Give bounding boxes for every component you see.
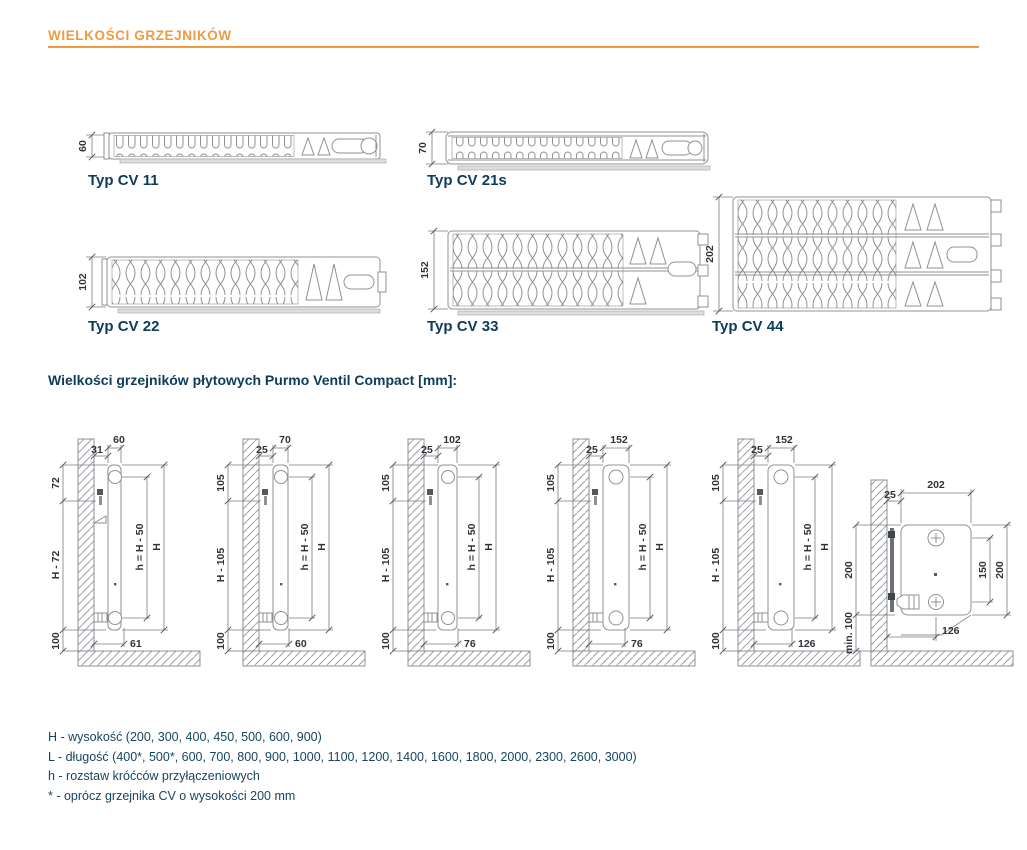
dim-upper: 105 bbox=[710, 474, 722, 492]
vent-plug bbox=[275, 471, 288, 484]
legend-line-h: h - rozstaw króćców przyłączeniowych bbox=[48, 769, 260, 783]
wall bbox=[573, 439, 589, 651]
floor bbox=[573, 651, 695, 666]
radiator-body bbox=[603, 465, 629, 630]
plan-shadow bbox=[458, 311, 704, 315]
dim-lower: 100 bbox=[50, 632, 62, 650]
radiator-body bbox=[108, 465, 121, 630]
wall bbox=[408, 439, 424, 651]
plan-shadow bbox=[458, 166, 710, 170]
dim-bottom: 126 bbox=[798, 638, 816, 650]
dim-depth: 152 bbox=[419, 261, 431, 279]
corner-detail-drawing bbox=[843, 425, 1025, 670]
wall bbox=[738, 439, 754, 651]
type-label-cv22: Typ CV 22 bbox=[88, 318, 160, 335]
dim-top-width: 202 bbox=[927, 479, 945, 491]
valve-fitting bbox=[897, 595, 919, 609]
valve bbox=[275, 612, 288, 625]
dim-top-width: 70 bbox=[279, 434, 291, 446]
wall bbox=[243, 439, 259, 651]
cv44-plan-drawing bbox=[705, 190, 1005, 320]
dim-depth: 70 bbox=[417, 142, 429, 154]
valve bbox=[774, 611, 788, 625]
wall bbox=[871, 480, 887, 651]
cross-section-cv22 bbox=[380, 425, 535, 670]
dim-wall-offset: 25 bbox=[751, 444, 763, 456]
cv22-plan-drawing bbox=[78, 250, 393, 316]
page-title: WIELKOŚCI GRZEJNIKÓW bbox=[48, 28, 232, 43]
cv33-plan-drawing bbox=[420, 224, 715, 318]
vent-plug bbox=[774, 470, 788, 484]
dim-lower: 100 bbox=[380, 632, 392, 650]
plan-shadow bbox=[120, 159, 386, 163]
dim-H: H bbox=[151, 543, 163, 551]
dim-H: H bbox=[316, 543, 328, 551]
dim-bottom: 60 bbox=[295, 638, 307, 650]
dim-bottom: 126 bbox=[942, 625, 960, 637]
dim-middle: H - 72 bbox=[50, 550, 62, 580]
cross-section-cv11 bbox=[50, 425, 205, 670]
floor bbox=[871, 651, 1013, 666]
valve bbox=[609, 611, 623, 625]
dim-top-width: 60 bbox=[113, 434, 125, 446]
dim-bottom: 76 bbox=[631, 638, 643, 650]
dim-h: h = H - 50 bbox=[299, 523, 311, 571]
type-label-cv11: Typ CV 11 bbox=[88, 172, 159, 189]
vent-plug bbox=[442, 471, 455, 484]
header-rule bbox=[48, 46, 979, 48]
dim-upper: 105 bbox=[545, 474, 557, 492]
dim-upper: 105 bbox=[380, 474, 392, 492]
floor bbox=[408, 651, 530, 666]
dim-top-width: 102 bbox=[443, 434, 461, 446]
dim-depth: 202 bbox=[704, 245, 716, 263]
dim-h: h = H - 50 bbox=[802, 523, 814, 571]
dim-wall-offset: 25 bbox=[884, 489, 896, 501]
floor bbox=[78, 651, 200, 666]
dim-bottom: 76 bbox=[464, 638, 476, 650]
dim-wall-offset: 31 bbox=[91, 444, 103, 456]
dim-middle: H - 105 bbox=[215, 547, 227, 583]
dim-top-width: 152 bbox=[775, 434, 793, 446]
legend-line-H: H - wysokość (200, 300, 400, 450, 500, 600, 900) bbox=[48, 730, 322, 744]
type-label-cv33: Typ CV 33 bbox=[427, 318, 499, 335]
dim-wall-offset: 25 bbox=[586, 444, 598, 456]
cross-section-cv33 bbox=[545, 425, 700, 670]
dim-wall-offset: 25 bbox=[256, 444, 268, 456]
dim-right-inner: 150 bbox=[977, 561, 989, 579]
dim-h: h = H - 50 bbox=[134, 523, 146, 571]
vent-plug bbox=[109, 471, 122, 484]
dim-top-width: 152 bbox=[610, 434, 628, 446]
dim-h: h = H - 50 bbox=[466, 523, 478, 571]
legend-line-L: L - długość (400*, 500*, 600, 700, 800, 900, 1000, 1100, 1200, 1400, 1600, 1800, 2000, 2300, 2600, 3000) bbox=[48, 749, 637, 764]
dim-H: H bbox=[483, 543, 495, 551]
dim-depth: 60 bbox=[77, 140, 89, 152]
radiator-body bbox=[273, 465, 288, 630]
dim-lower: 100 bbox=[710, 632, 722, 650]
legend-line-asterisk: * - oprócz grzejnika CV o wysokości 200 mm bbox=[48, 788, 296, 803]
wall bbox=[78, 439, 94, 651]
floor bbox=[738, 651, 860, 666]
dim-H: H bbox=[819, 543, 831, 551]
dim-left-clearance: min. 100 bbox=[843, 611, 855, 655]
radiator-body bbox=[438, 465, 457, 630]
cross-section-cv44 bbox=[710, 425, 865, 670]
section-heading: Wielkości grzejników płytowych Purmo Ventil Compact [mm]: bbox=[48, 372, 458, 388]
dim-H: H bbox=[654, 543, 666, 551]
dim-left-height: 200 bbox=[843, 561, 855, 579]
dim-lower: 100 bbox=[545, 632, 557, 650]
plan-shadow bbox=[118, 309, 380, 313]
valve bbox=[109, 612, 122, 625]
dim-bottom: 61 bbox=[130, 638, 142, 650]
vent-plug bbox=[609, 470, 623, 484]
type-label-cv44: Typ CV 44 bbox=[712, 318, 784, 335]
dim-middle: H - 105 bbox=[380, 547, 392, 583]
legend bbox=[48, 728, 637, 806]
dim-h: h = H - 50 bbox=[637, 523, 649, 571]
valve bbox=[442, 612, 455, 625]
dim-wall-offset: 25 bbox=[421, 444, 433, 456]
floor bbox=[243, 651, 365, 666]
dim-depth: 102 bbox=[77, 273, 89, 291]
dim-lower: 100 bbox=[215, 632, 227, 650]
dim-upper: 72 bbox=[50, 477, 62, 489]
dim-right-outer: 200 bbox=[994, 561, 1006, 579]
cv11-plan-drawing bbox=[78, 126, 393, 174]
type-label-cv21s: Typ CV 21s bbox=[427, 172, 507, 189]
dim-upper: 105 bbox=[215, 474, 227, 492]
dim-middle: H - 105 bbox=[710, 547, 722, 583]
cross-section-cv21s bbox=[215, 425, 370, 670]
dim-middle: H - 105 bbox=[545, 547, 557, 583]
radiator-body bbox=[768, 465, 794, 630]
